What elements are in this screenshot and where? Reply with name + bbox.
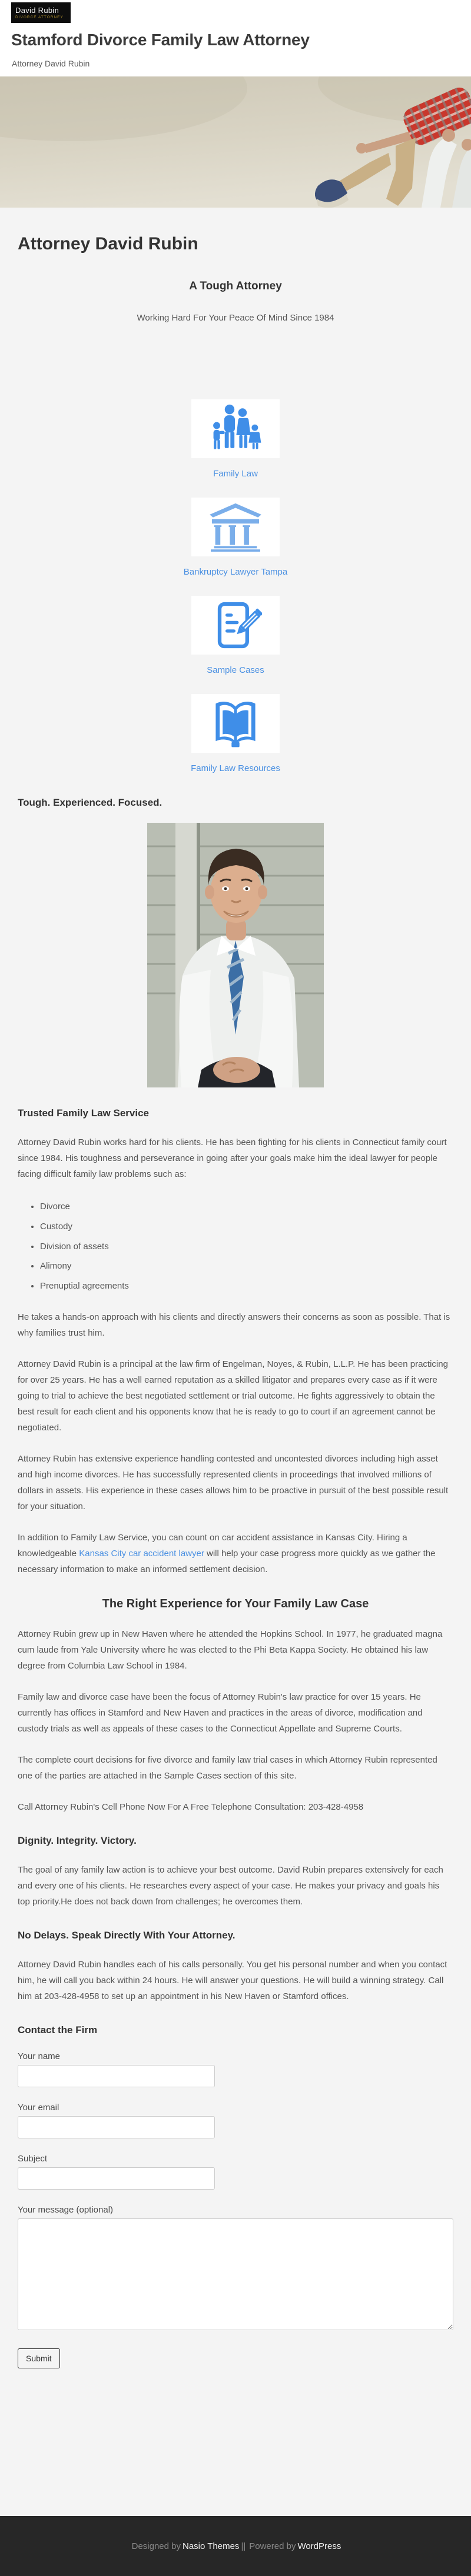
- document-pencil-icon: [209, 600, 262, 650]
- family-law-link[interactable]: Family Law: [213, 469, 258, 479]
- site-footer: [0, 2516, 471, 2576]
- email-input[interactable]: [18, 2116, 215, 2138]
- about-paragraph-5: [18, 1530, 453, 1577]
- contact-firm-heading: Contact the Firm: [18, 2024, 98, 2036]
- family-icon: [208, 404, 263, 453]
- experience-paragraph-2: Family law and divorce case have been the focus of Attorney Rubin's law practice for over 15 years. He currently has offices in Stamford and New Haven and practices in the areas of divorce, modification and custody trials as well as appeals of these cases to the Connecticut Appellate and Supreme Courts.: [18, 1691, 423, 1734]
- practice-area-alimony: • Alimony: [40, 1259, 453, 1274]
- about-paragraph-4: Attorney Rubin has extensive experience handling contested and uncontested divorces including high asset and high income divorces. He has successfully represented clients in proceedings that involved millions of dollars in assets. His experience in these cases allows him to be proactive in pursuit of the best possible result for your situation.: [18, 1453, 449, 1511]
- footer-powered-by: Powered by: [249, 2541, 296, 2551]
- tough-attorney-heading: A Tough Attorney: [189, 280, 282, 292]
- hero-photo-father-tossing-child: [0, 76, 471, 208]
- logo-name: David Rubin: [15, 6, 59, 15]
- service-bankruptcy: [18, 498, 453, 577]
- sample-cases-icon-box[interactable]: [191, 596, 280, 655]
- page-title: Attorney David Rubin: [18, 234, 198, 253]
- sample-cases-link[interactable]: Sample Cases: [207, 665, 264, 675]
- subject-label: Subject: [18, 2153, 48, 2164]
- site-title: Stamford Divorce Family Law Attorney: [11, 31, 310, 49]
- footer-separator: ||: [241, 2541, 246, 2551]
- resources-link[interactable]: Family Law Resources: [191, 763, 280, 773]
- subject-input[interactable]: [18, 2167, 215, 2190]
- no-delays-paragraph: Attorney David Rubin handles each of his calls personally. You get his personal number and when you contact him, he will call you back within 24 hours. He will answer your questions. He will build a winning strategy. Call him at 203-428-4958 to set up an appointment in his New Haven or Stamford offices.: [18, 1959, 447, 2001]
- wordpress-link[interactable]: WordPress: [297, 2541, 341, 2551]
- message-label: Your message (optional): [18, 2204, 114, 2215]
- site-logo[interactable]: [11, 2, 71, 23]
- family-law-icon-box[interactable]: [191, 399, 280, 458]
- main-content: [0, 208, 471, 2516]
- since-1984-subheadline: Working Hard For Your Peace Of Mind Since 1984: [137, 313, 334, 323]
- footer-designed-by: Designed by: [131, 2541, 181, 2551]
- experience-paragraph-3: The complete court decisions for five divorce and family law trial cases in which Attorney Rubin represented one of the parties are attached in the Sample Cases section of this site.: [18, 1754, 437, 1781]
- service-family-law: [18, 399, 453, 479]
- experience-paragraph-1: Attorney Rubin grew up in New Haven where he attended the Hopkins School. In 1977, he graduated magna cum laude from Yale University where he was elected to the Phi Beta Kappa Society. He obtained his law degree from Columbia Law School in 1984.: [18, 1629, 443, 1671]
- courthouse-icon: [207, 502, 264, 552]
- about-paragraph-3: Attorney David Rubin is a principal at the law firm of Engelman, Noyes, & Rubin, L.L.P. He has been practicing for over 25 years. He has a well earned reputation as a skilled litigator and prepares every case as if it were going to trial to achieve the best negotiated settlement or trial outcome. He fights aggressively to obtain the best result for each client and his opponents know that he is ready to go to court if an agreement cannot be negotiated.: [18, 1359, 448, 1433]
- trusted-service-heading: Trusted Family Law Service: [18, 1107, 149, 1119]
- message-textarea[interactable]: [18, 2218, 453, 2330]
- service-sample-cases: [18, 596, 453, 675]
- practice-area-assets: • Division of assets: [40, 1240, 453, 1254]
- site-tagline: Attorney David Rubin: [12, 59, 90, 68]
- attorney-portrait-photo: [147, 823, 324, 1087]
- site-header: [0, 0, 471, 76]
- submit-button[interactable]: Submit: [18, 2348, 60, 2368]
- name-input[interactable]: [18, 2065, 215, 2087]
- name-label: Your name: [18, 2051, 60, 2061]
- contact-form: [18, 2051, 453, 2368]
- email-label: Your email: [18, 2102, 59, 2113]
- nasio-themes-link[interactable]: Nasio Themes: [183, 2541, 240, 2551]
- kansas-city-text-after: will help your case progress more quickly as we gather the necessary information to make an informed settlement decision.: [18, 1548, 436, 1574]
- motto-heading: Tough. Experienced. Focused.: [18, 797, 162, 808]
- logo-subtitle: DIVORCE ATTORNEY: [15, 15, 64, 19]
- about-paragraph-1: Attorney David Rubin works hard for his clients. He has been fighting for his clients in Connecticut family court since 1984. His toughness and perseverance in going after your goals make him the ideal lawyer for people facing difficult family law problems such as:: [18, 1137, 447, 1179]
- kansas-city-lawyer-link[interactable]: Kansas City car accident lawyer: [79, 1548, 204, 1559]
- practice-area-divorce: • Divorce: [40, 1200, 453, 1214]
- hero-banner: [0, 76, 471, 208]
- kansas-city-text-before: In addition to Family Law Service, you can count on car accident assistance in Kansas City. Hiring a knowledgeable: [18, 1532, 407, 1559]
- free-consultation-line: Call Attorney Rubin's Cell Phone Now For A Free Telephone Consultation: 203-428-4958: [18, 1801, 364, 1812]
- resources-icon-box[interactable]: [191, 694, 280, 753]
- bankruptcy-icon-box[interactable]: [191, 498, 280, 556]
- open-book-icon: [211, 699, 260, 748]
- dignity-heading: Dignity. Integrity. Victory.: [18, 1834, 137, 1846]
- practice-area-prenuptial: • Prenuptial agreements: [40, 1279, 453, 1294]
- about-paragraph-2: He takes a hands-on approach with his clients and directly answers their concerns as soon as possible. That is why families trust him.: [18, 1312, 450, 1338]
- practice-area-custody: • Custody: [40, 1220, 453, 1234]
- dignity-paragraph: The goal of any family law action is to achieve your best outcome. David Rubin prepares extensively for each and every one of his clients. He researches every aspect of your case. He makes your privacy and goals his top priority.He does not back down from challenges; he overcomes them.: [18, 1864, 443, 1907]
- practice-areas-list: [18, 1200, 453, 1294]
- right-experience-heading: The Right Experience for Your Family Law Case: [102, 1597, 369, 1610]
- no-delays-heading: No Delays. Speak Directly With Your Attorney.: [18, 1929, 236, 1941]
- service-resources: [18, 694, 453, 773]
- bankruptcy-link[interactable]: Bankruptcy Lawyer Tampa: [183, 567, 288, 577]
- services-nav: [18, 399, 453, 773]
